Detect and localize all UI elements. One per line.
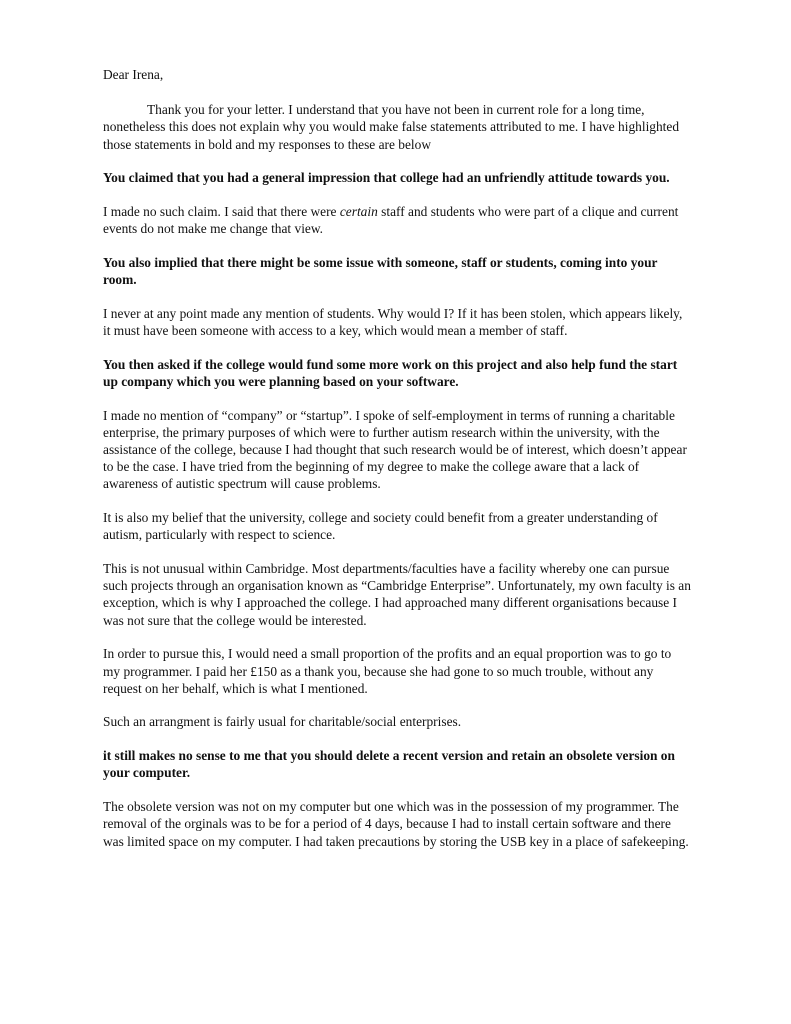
claim-1: You claimed that you had a general impression that college had an unfriendly attitude towards you. bbox=[103, 170, 670, 186]
response-3c: This is not unusual within Cambridge. Most departments/faculties have a facility whereby one can pursue such projects through an organisation known as “Cambridge Enterprise”. Unfortunately, my own faculty is an exception, which is why I approached the college. I had approached many different organisations because I was not sure that the college would be interested. bbox=[103, 561, 691, 628]
letter-body bbox=[103, 66, 691, 866]
response-1-after: staff and students who were part of a clique and current events do not make me change that view. bbox=[103, 204, 679, 237]
response-3b: It is also my belief that the university, college and society could benefit from a greater understanding of autism, particularly with respect to science. bbox=[103, 510, 658, 543]
response-2: I never at any point made any mention of students. Why would I? If it has been stolen, which appears likely, it must have been someone with access to a key, which would mean a member of staff. bbox=[103, 305, 683, 339]
response-1 bbox=[103, 203, 691, 237]
claim-2: You also implied that there might be some issue with someone, staff or students, coming into your room. bbox=[103, 254, 658, 288]
response-1-emphasis: certain bbox=[339, 204, 378, 220]
claim-3: You then asked if the college would fund some more work on this project and also help fund the start up company which you were planning based on your software. bbox=[103, 356, 678, 389]
response-1-before: I made no such claim. I said that there were bbox=[103, 204, 340, 220]
claim-4: it still makes no sense to me that you should delete a recent version and retain an obsolete version on your computer. bbox=[103, 748, 675, 781]
intro-paragraph: Thank you for your letter. I understand that you have not been in current role for a long time, nonetheless this does not explain why you would make false statements attributed to me. I have highlighted those statements in bold and my responses to these are below bbox=[103, 102, 680, 152]
response-4: The obsolete version was not on my computer but one which was in the possession of my programmer. The removal of the orginals was to be for a period of 4 days, because I had to install certain software and there was limited space on my computer. I had taken precautions by storing the USB key in a place of safekeeping. bbox=[103, 799, 689, 849]
salutation: Dear Irena, bbox=[103, 67, 164, 82]
response-3a: I made no mention of “company” or “startup”. I spoke of self-employment in terms of running a charitable enterprise, the primary purposes of which were to further autism research within the university, with the assistance of the college, because I had thought that such research would be of interest, which doesn’t appear to be the case. I have tried from the beginning of my degree to make the college aware that a lack of awareness of autistic spectrum will cause problems. bbox=[103, 407, 687, 492]
response-3d: In order to pursue this, I would need a small proportion of the profits and an equal proportion was to go to my programmer. I paid her £150 as a thank you, because she had gone to so much trouble, without any request on her behalf, which is what I mentioned. bbox=[103, 646, 672, 696]
response-3e: Such an arrangment is fairly usual for charitable/social enterprises. bbox=[103, 714, 462, 730]
